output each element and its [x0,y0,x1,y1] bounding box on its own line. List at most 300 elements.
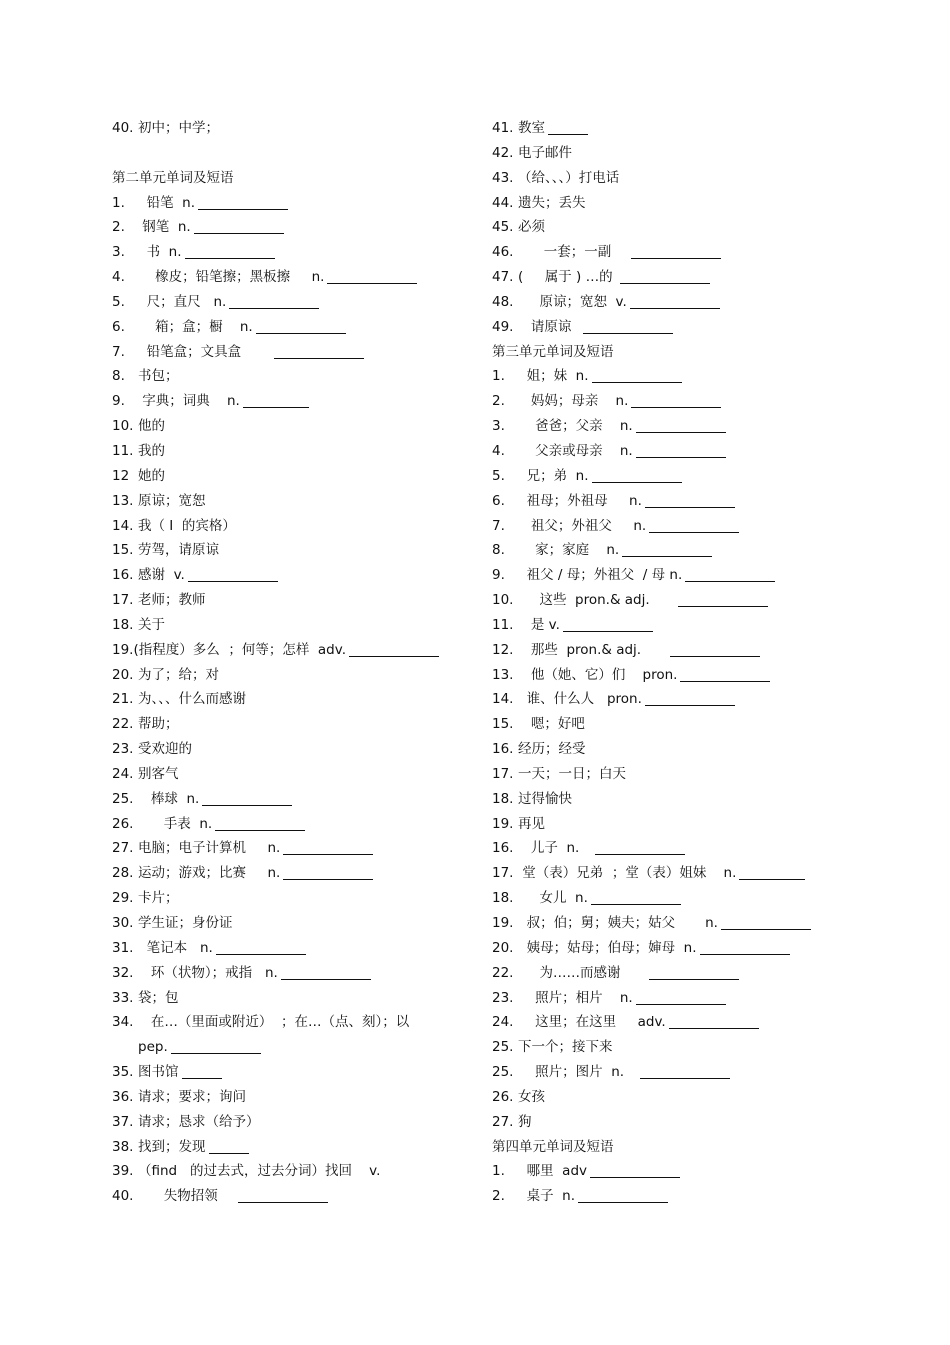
item-number: 12 [112,467,130,484]
item-text: 这些 pron.& adj. [518,592,676,609]
item-number: 8. [492,542,505,559]
list-item [112,812,452,837]
item-number: 19. [492,815,514,832]
list-item [112,563,452,588]
item-text: 他（她、它）们 pron. [518,666,678,683]
answer-blank[interactable] [194,219,284,234]
list-item [492,613,832,638]
item-text: 帮助； [138,716,179,733]
list-item [492,663,832,688]
item-number: 18. [492,790,514,807]
list-item [112,1135,452,1160]
item-text: 电脑；电子计算机 n. [138,840,281,857]
item-text: 为、、、什么而感谢 [138,691,246,708]
answer-blank[interactable] [563,617,653,632]
item-number: 23. [112,741,134,758]
list-item [112,389,452,414]
item-number: 37. [112,1113,134,1130]
answer-blank[interactable] [202,791,292,806]
item-text: 哪里 adv [518,1163,587,1180]
answer-blank[interactable] [243,393,309,408]
list-item [112,1035,452,1060]
list-item [492,961,832,986]
list-item [492,1110,832,1135]
item-text: 卡片； [138,890,179,907]
list-item [492,712,832,737]
answer-blank[interactable] [188,567,278,582]
list-item [492,215,832,240]
item-text: 儿子 n. [518,840,593,857]
list-item [112,613,452,638]
item-number: 30. [112,915,134,931]
item-text: 她的 [138,467,165,484]
answer-blank[interactable] [649,518,739,533]
item-text: 下一个；接下来 [518,1039,613,1056]
item-text: 妈妈；母亲 n. [518,393,629,410]
answer-blank[interactable] [592,368,682,383]
item-number: 44. [492,194,514,211]
answer-blank[interactable] [680,667,770,682]
answer-blank[interactable] [578,1188,668,1203]
list-item [112,861,452,886]
list-item [112,240,452,265]
answer-blank[interactable] [640,1064,730,1079]
answer-blank[interactable] [636,990,726,1005]
item-number: 25. [112,790,134,807]
item-number: 24. [492,1014,514,1031]
item-number: 20. [492,939,514,956]
item-number: 6. [112,318,125,335]
answer-blank[interactable] [636,418,726,433]
item-text: 我的 [138,442,165,459]
item-number: 15. [492,716,514,733]
list-item [492,240,832,265]
item-text: 尺；直尺 n. [138,293,227,310]
item-text: 是 v. [518,616,560,633]
list-item [492,563,832,588]
list-item [492,514,832,539]
list-item [492,315,832,340]
list-item [492,812,832,837]
unit3-list [492,364,832,1134]
item-number: 4. [492,442,505,459]
list-item [492,836,832,861]
item-number: 8. [112,368,125,385]
item-number: 2. [112,219,125,236]
answer-blank[interactable] [591,890,681,905]
answer-blank[interactable] [620,269,710,284]
list-item [492,588,832,613]
answer-blank[interactable] [645,691,735,706]
item-number: 17. [492,765,514,782]
item-text: 初中；中学； [138,120,219,136]
list-item [112,414,452,439]
item-number: 42. [492,144,514,161]
answer-blank[interactable] [349,642,439,657]
item-text: 手表 n. [138,815,213,832]
list-item [112,787,452,812]
item-number: 2. [492,393,505,410]
list-item [492,439,832,464]
item-text: 这里；在这里 adv. [518,1014,666,1031]
item-number: 24. [112,765,134,782]
list-item [492,638,832,663]
item-text: 狗 [518,1113,532,1130]
answer-blank[interactable] [592,468,682,483]
answer-blank[interactable] [182,1064,222,1079]
item-text: 字典；词典 n. [138,393,240,410]
item-text: 祖母；外祖母 n. [518,492,642,509]
answer-blank[interactable] [283,865,373,880]
item-number: 27. [112,840,134,857]
item-number: 4. [112,269,125,286]
answer-blank[interactable] [548,120,588,135]
item-number: 9. [112,393,125,410]
item-number: 10. [112,418,134,435]
item-number: 9. [492,567,505,584]
list-item [492,489,832,514]
item-text: （find 的过去式，过去分词）找回 v. [138,1163,381,1180]
item-text: 姐；妹 n. [518,368,589,385]
section-heading-unit3: 第三单元单词及短语 [492,343,614,360]
list-item [112,936,452,961]
list-item [492,141,832,166]
item-text: 受欢迎的 [138,741,192,758]
item-text: 找到；发现 [138,1138,206,1155]
item-text: 失物招领 [138,1188,235,1205]
item-number: 13. [492,666,514,683]
list-item [112,588,452,613]
item-number: 18. [492,890,514,907]
item-number: 41. [492,120,514,136]
list-item [112,265,452,290]
item-number: 26. [492,1088,514,1105]
list-item [492,414,832,439]
answer-blank[interactable] [631,244,721,259]
item-text: 遗失；丢失 [518,194,586,211]
answer-blank[interactable] [669,1014,759,1029]
item-number: 1. [492,368,505,385]
item-text: 电子邮件 [518,144,572,161]
item-text: 铅笔 n. [138,194,196,211]
answer-blank[interactable] [583,319,673,334]
list-item [112,290,452,315]
item-number: 16. [492,741,514,758]
list-item [492,166,832,191]
answer-blank[interactable] [274,344,364,359]
list-item [112,836,452,861]
item-number: 35. [112,1064,134,1081]
item-number: 17. [492,865,514,882]
item-number: 5. [492,467,505,484]
item-number: 1. [112,194,125,211]
list-item [112,364,452,389]
item-number: 14. [492,691,514,708]
item-number: 20. [112,666,134,683]
item-text: 那些 pron.& adj. [518,641,667,658]
item-number: 40. [112,120,134,136]
list-item [112,191,452,216]
answer-blank[interactable] [630,294,720,309]
list-item [492,464,832,489]
right-column [492,116,832,1209]
list-item [492,389,832,414]
section-heading-unit2: 第二单元单词及短语 [112,169,234,186]
answer-blank[interactable] [238,1188,328,1203]
answer-blank[interactable] [700,940,790,955]
list-item [112,1110,452,1135]
item-number: 33. [112,989,134,1006]
answer-blank[interactable] [670,642,760,657]
item-number: 38. [112,1138,134,1155]
item-text: 女儿 n. [518,890,588,907]
item-number: 23. [492,989,514,1006]
list-item [112,464,452,489]
answer-blank[interactable] [229,294,319,309]
item-text: 笔记本 n. [138,939,213,956]
item-text: 堂（表）兄弟 ；堂（表）姐妹 n. [518,865,737,882]
item-text: 祖父 / 母；外祖父 / 母 n. [518,567,683,584]
item-number: 34. [112,1014,134,1031]
item-text: 为……而感谢 [518,964,647,981]
list-item [112,762,452,787]
item-text: 书 n. [138,244,182,261]
item-number: 31. [112,939,134,956]
item-number: 17. [112,592,134,609]
answer-blank[interactable] [721,915,811,930]
answer-blank[interactable] [209,1139,249,1154]
item-text: 钢笔 n. [138,219,191,236]
item-number: 16. [492,840,514,857]
item-number: 28. [112,865,134,882]
list-item [112,439,452,464]
answer-blank[interactable] [171,1039,261,1054]
list-item [112,911,452,936]
item-number: 39. [112,1163,134,1180]
spacer [112,141,452,166]
item-text: 棒球 n. [138,790,200,807]
list-item [492,986,832,1011]
item-number: 29. [112,890,134,907]
item-number: 22. [492,964,514,981]
answer-blank[interactable] [256,319,346,334]
item-text: 我（ I 的宾格） [138,517,236,534]
item-text: 嗯；好吧 [518,716,585,733]
item-number: 15. [112,542,134,559]
item-text: （给、、、）打电话 [518,169,620,186]
item-number: 16. [112,567,134,584]
list-item [112,1010,452,1035]
answer-blank[interactable] [216,940,306,955]
item-text: 劳驾，请原谅 [138,542,219,559]
unit4-list [492,1159,832,1209]
item-number: 11. [112,442,134,459]
item-number: 36. [112,1088,134,1105]
item-number: 47. [492,269,514,286]
item-number: 43. [492,169,514,186]
list-item [112,116,452,141]
list-item [492,787,832,812]
item-number: 1. [492,1163,505,1180]
item-number: 22. [112,716,134,733]
answer-blank[interactable] [185,244,275,259]
item-number: 13. [112,492,134,509]
item-text: 箱；盒；橱 n. [138,318,253,335]
item-text: 关于 [138,616,165,633]
answer-blank[interactable] [678,592,768,607]
answer-blank[interactable] [739,865,805,880]
item-text: 别客气 [138,765,179,782]
item-text: 一天；一日；白天 [518,765,626,782]
list-item [492,762,832,787]
item-text: 再见 [518,815,545,832]
item-text: 女孩 [518,1088,545,1105]
item-text: 一套；一副 [518,244,629,261]
answer-blank[interactable] [685,567,775,582]
item-text: 环（状物）；戒指 n. [138,964,278,981]
list-item [112,315,452,340]
item-text: 原谅；宽恕 v. [518,293,627,310]
item-number: 32. [112,964,134,981]
list-item [112,737,452,762]
item-number: 11. [492,616,514,633]
list-item [112,961,452,986]
item-text: 书包； [138,368,179,385]
list-item [492,364,832,389]
list-item [112,489,452,514]
item-number: 18. [112,616,134,633]
item-text: ( 属于 ) …的 [518,269,617,286]
answer-blank[interactable] [595,840,685,855]
unit1-tail-list [492,116,832,340]
item-text: 兄；弟 n. [518,467,589,484]
answer-blank[interactable] [636,443,726,458]
item-text: 叔；伯；舅；姨夫；姑父 n. [518,915,718,931]
answer-blank[interactable] [622,542,712,557]
list-item [492,1060,832,1085]
item-text: 铅笔盒；文具盒 [138,343,272,360]
item-number: 3. [492,418,505,435]
item-text: 爸爸；父亲 n. [518,418,633,435]
list-item [492,116,832,141]
item-text: 请求；要求；询问 [138,1088,246,1105]
item-text: 图书馆 [138,1064,179,1081]
item-text: 橡皮；铅笔擦；黑板擦 n. [138,269,325,286]
list-item [492,1010,832,1035]
answer-blank[interactable] [649,965,739,980]
item-number: 12. [492,641,514,658]
item-text: 照片；相片 n. [518,989,633,1006]
item-text: 照片；图片 n. [518,1064,637,1081]
item-text: 学生证；身份证 [138,915,233,931]
item-number: 2. [492,1188,505,1205]
list-item [492,911,832,936]
list-item [492,538,832,563]
item-text: 过得愉快 [518,790,572,807]
answer-blank[interactable] [590,1163,680,1178]
list-item [112,1060,452,1085]
list-item [112,538,452,563]
list-item [492,191,832,216]
item-number: 45. [492,219,514,236]
item-text: 为了；给；对 [138,666,219,683]
list-item [492,687,832,712]
item-text: 姨母；姑母；伯母；婶母 n. [518,939,697,956]
list-item [492,265,832,290]
answer-blank[interactable] [215,816,305,831]
list-item [112,1085,452,1110]
answer-blank[interactable] [281,965,371,980]
item-text: pep. [138,1039,168,1056]
item-text: 祖父；外祖父 n. [518,517,647,534]
item-number: 48. [492,293,514,310]
item-text: 他的 [138,418,165,435]
list-item [112,215,452,240]
left-column [112,116,452,1209]
answer-blank[interactable] [327,269,417,284]
item-text: 桌子 n. [518,1188,576,1205]
item-number: 6. [492,492,505,509]
item-text: 请求；恳求（给予） [138,1113,260,1130]
unit2-list [112,191,452,1210]
list-item [112,712,452,737]
list-item [112,340,452,365]
answer-blank[interactable] [283,840,373,855]
item-text: 家；家庭 n. [518,542,620,559]
answer-blank[interactable] [198,195,288,210]
item-text: 经历；经受 [518,741,586,758]
item-number: 25. [492,1064,514,1081]
item-number: 46. [492,244,514,261]
list-item [492,1184,832,1209]
item-number: 25. [492,1039,514,1056]
item-text: 袋；包 [138,989,179,1006]
answer-blank[interactable] [645,493,735,508]
list-item [112,687,452,712]
item-number: 49. [492,318,514,335]
list-item [112,986,452,1011]
list-item [112,663,452,688]
section-heading-unit4: 第四单元单词及短语 [492,1138,614,1155]
item-text: 父亲或母亲 n. [518,442,633,459]
item-number: 7. [492,517,505,534]
item-text: 谁、什么人 pron. [518,691,642,708]
list-item [112,638,452,663]
list-item [112,1184,452,1209]
list-item [112,886,452,911]
item-text: 原谅；宽恕 [138,492,206,509]
item-number: 26. [112,815,134,832]
item-number: 27. [492,1113,514,1130]
item-number: 10. [492,592,514,609]
list-item [492,886,832,911]
item-number: 5. [112,293,125,310]
list-item [492,861,832,886]
item-number: 7. [112,343,125,360]
item-text: 必须 [518,219,545,236]
item-text: 老师；教师 [138,592,206,609]
item-text: 在…（里面或附近） ；在…（点、刻）；以 [138,1014,410,1031]
answer-blank[interactable] [631,393,721,408]
item-number: 14. [112,517,134,534]
item-number: 3. [112,244,125,261]
list-item [492,290,832,315]
item-number: 19.( [112,641,139,658]
list-item [492,936,832,961]
item-text: 指程度）多么 ；何等；怎样 adv. [138,641,346,658]
item-text: 教室 [518,120,545,136]
list-item [112,514,452,539]
